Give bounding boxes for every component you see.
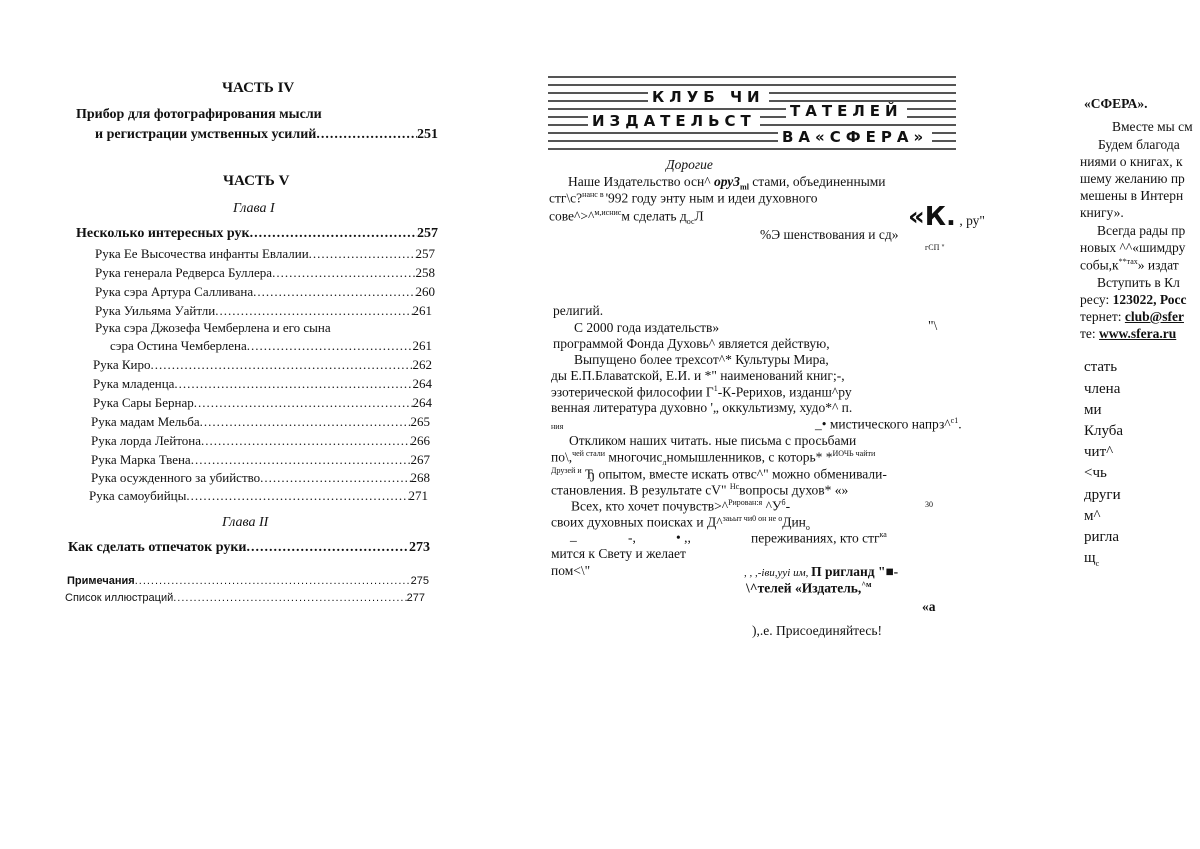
right-line: $собы,к^{**тах}$» издат (1080, 257, 1179, 273)
letter-fragment: «а (922, 599, 936, 614)
letter-line: своих духовных поисках и Д^$^{заьыт чи0 он не о}$Дин$_о$ (551, 514, 810, 533)
letter-line: %Э шенствования и сд» (760, 227, 899, 242)
right-line: мешены в Интерн (1080, 188, 1184, 203)
banner-text: ТАТЕЛЕЙ (786, 102, 907, 120)
letter-line: эзотерической философии $Г^1-К$-Рерихов, изданш^ру (551, 384, 852, 400)
letter-fragment: "\ (928, 318, 938, 333)
right-line: Всегда рады пр (1097, 223, 1186, 238)
right-line: ресу: 123022, Росс (1080, 292, 1187, 307)
letter-fragment: _ (570, 528, 577, 543)
letter-fragment: -, (628, 530, 636, 545)
right-line: Вместе мы см (1112, 119, 1193, 134)
letter-line: Выпущено более трехсот^* Культуры Мира, (574, 352, 829, 367)
toc-item: Рука Киро ..... 262 (93, 357, 432, 373)
vertical-word: ригла (1084, 529, 1120, 545)
part-4-entry-line2 (95, 127, 438, 143)
right-line: Вступить в Кл (1097, 275, 1180, 290)
vertical-word: м^ (1084, 508, 1101, 524)
letter-line: венная литература духовно '„ оккультизму, худо*^ п. (551, 400, 853, 415)
toc-page-number: 257 (417, 226, 438, 241)
toc-item: Рука Уильяма Уайтли ..... 261 (95, 303, 432, 319)
letter-line: , , ,-іви,ууі им, П ригланд "■- (744, 564, 899, 579)
right-line: ниями о книгах, к (1080, 154, 1183, 169)
toc-entry-text: Как сделать отпечаток руки (68, 540, 247, 555)
letter-closing: ),.е. Присоединяйтесь! (752, 623, 883, 638)
letter-line: мится к Свету и желает (551, 546, 686, 561)
letter-line: пом<\" (551, 563, 591, 578)
toc-item: Рука генерала Редверса Буллера ..... 258 (95, 265, 435, 281)
banner-text: ИЗДАТЕЛЬСТ (588, 112, 760, 130)
chapter-2-title: Глава II (222, 515, 269, 530)
letter-line: программой Фонда Духовь^ является действую, (553, 336, 830, 351)
vertical-word: други (1084, 487, 1121, 503)
notes-entry: Примечания ..... 275 (67, 575, 429, 587)
banner-text: КЛУБ ЧИ (648, 88, 769, 106)
vertical-word: <чь (1084, 465, 1107, 481)
toc-page-number: 251 (417, 127, 438, 142)
toc-page-number: 273 (409, 540, 430, 555)
toc-item: Рука лорда Лейтона ..... 266 (91, 433, 430, 449)
illustrations-entry: Список иллюстраций ..... 277 (65, 592, 425, 604)
letter-line: становления. В результате сV" $^{Нс}$вопросы духов* «» (551, 482, 849, 498)
chapter-2-heading (68, 540, 430, 556)
letter-line: религий. (553, 303, 604, 318)
right-line: шему желанию пр (1080, 171, 1185, 186)
vertical-word: ми (1084, 402, 1102, 418)
vertical-word: члена (1084, 381, 1121, 397)
toc-item: Рука сэра Артура Салливана ..... 260 (95, 284, 435, 300)
letter-line: ды Е.П.Блаватской, Е.И. и *" наименований книг;-, (551, 368, 845, 383)
vertical-word: Клуба (1084, 423, 1124, 439)
right-line: те: www.sfera.ru (1080, 326, 1177, 341)
vertical-word: стать (1084, 359, 1118, 375)
letter-fragment: 30 (925, 500, 933, 509)
letter-line: переживаниях, кто стг$^{ка}$ (751, 530, 887, 546)
letter-fragment: • ,, (676, 530, 691, 545)
right-line: новых ^^«шимдру (1080, 240, 1186, 255)
right-line: Будем благода (1098, 137, 1180, 152)
right-line: книгу». (1080, 205, 1124, 220)
website-link[interactable]: www.sfera.ru (1099, 326, 1177, 341)
letter-line: Наше Издательство осн^ $ору3_{ml}$ стами, объединенными (568, 174, 886, 192)
letter-line: \^телей «Издатель,$^{\^{}м}$ (746, 580, 872, 596)
toc-entry-text: и регистрации умственных усилий (95, 127, 317, 142)
toc-item: Рука младенца ..... 264 (93, 376, 432, 392)
big-k-mark: «К. , ру" (908, 202, 985, 232)
letter-line: $^{Друзей и}$ Ђ опытом, вместе искать отвс^" можно обменивали- (551, 466, 887, 482)
letter-fragment: ния (551, 422, 564, 431)
toc-item: Рука Ее Высочества инфанты Евлалии ..... 257 (95, 246, 435, 262)
banner-text: ВА«СФЕРА» (778, 128, 932, 146)
letter-line: сове^>^$^{м,иснис}$м сделать $д_{ос}Л$ (549, 208, 704, 227)
letter-line: Всех, кто хочет почувств>^$^{Рирован:я}$ $\^{}У^б-$ (571, 498, 791, 514)
toc-entry-text: Несколько интересных рук (76, 226, 250, 241)
toc-item: Рука сэра Джозефа Чемберлена и его сына (95, 320, 331, 335)
letter-line: _• мистического напрз^$^{с1}$. (815, 416, 962, 432)
letter-line: Откликом наших читать. ные письма с просьбами (569, 433, 857, 448)
letter-fragment: гСП " (925, 243, 945, 252)
part-5-title: ЧАСТЬ V (223, 173, 290, 189)
club-banner (548, 70, 956, 162)
letter-line: по\,$^{чей стали}$ многочис$_л$номышленников, с которь* *$^{ИОЧЬ}$ $^{чайти}$ (551, 449, 876, 468)
part-4-title: ЧАСТЬ IV (222, 80, 295, 96)
vertical-word: $щ_с$ (1084, 550, 1100, 568)
right-heading: «СФЕРА». (1084, 96, 1148, 111)
toc-item: Рука самоубийцы ..... 271 (89, 488, 428, 504)
toc-item: Рука Марка Твена ..... 267 (91, 452, 430, 468)
toc-item: Рука мадам Мельба ..... 265 (91, 414, 430, 430)
letter-line: С 2000 года издательств» (574, 320, 720, 335)
right-line: тернет: club@sfer (1080, 309, 1184, 324)
part-4-entry-line1: Прибор для фотографирования мысли (76, 107, 322, 122)
toc-item: Рука Сары Бернар ..... 264 (93, 395, 432, 411)
letter-line: стг\с?$^{нанс в}$ '992 году энту ным и идеи духовного (549, 190, 818, 206)
toc-item: Рука осужденного за убийство ..... 268 (91, 470, 430, 486)
email-link[interactable]: club@sfer (1124, 309, 1184, 324)
chapter-1-heading (76, 226, 438, 242)
toc-item: сэра Остина Чемберлена ..... 261 (110, 338, 432, 354)
vertical-word: чит^ (1084, 444, 1114, 460)
chapter-1-title: Глава I (233, 201, 275, 216)
letter-greeting: Дорогие (666, 157, 713, 172)
